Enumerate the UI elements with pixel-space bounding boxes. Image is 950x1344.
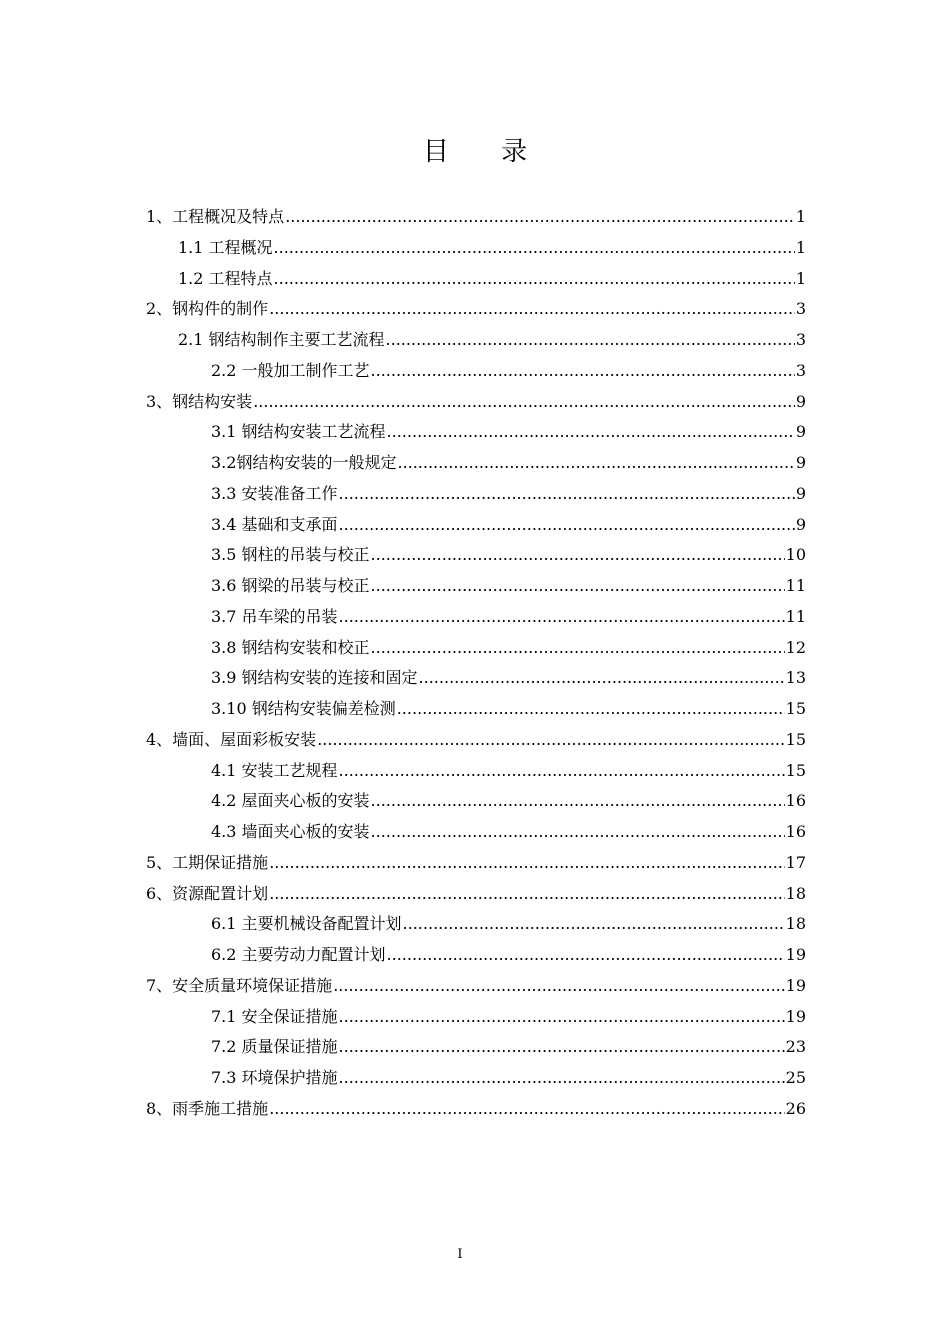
toc-entry-page: 9 bbox=[795, 391, 806, 411]
toc-entry-page: 15 bbox=[785, 729, 806, 749]
toc-entry-page: 9 bbox=[795, 453, 806, 472]
toc-leader-dots bbox=[339, 606, 785, 628]
toc-entry-label: 3.10 钢结构安装偏差检测 bbox=[211, 699, 396, 718]
toc-entry-page: 1 bbox=[795, 268, 806, 288]
toc-leader-dots bbox=[269, 883, 784, 905]
toc-leader-dots bbox=[339, 483, 795, 505]
toc-leader-dots bbox=[371, 790, 785, 812]
toc-entry-page: 18 bbox=[785, 914, 806, 934]
toc-entry-label: 7.2 质量保证措施 bbox=[211, 1037, 338, 1057]
toc-entry[interactable] bbox=[146, 383, 806, 413]
toc-entry-page: 15 bbox=[785, 699, 806, 718]
toc-entry-label: 3.7 吊车梁的吊装 bbox=[211, 606, 338, 626]
toc-entry-label: 6、资源配置计划 bbox=[146, 883, 269, 903]
toc-entry-page: 9 bbox=[795, 514, 806, 534]
toc-entry[interactable] bbox=[211, 567, 806, 597]
toc-entry[interactable] bbox=[146, 1090, 806, 1120]
toc-leader-dots bbox=[371, 575, 785, 597]
toc-entry-page: 17 bbox=[785, 852, 806, 872]
toc-entry-label: 1.2 工程特点 bbox=[178, 268, 273, 288]
toc-entry-label: 6.2 主要劳动力配置计划 bbox=[211, 945, 386, 964]
toc-entry[interactable] bbox=[211, 475, 806, 505]
page-title: 目 录 bbox=[422, 137, 550, 167]
toc-entry[interactable] bbox=[211, 998, 806, 1028]
toc-entry-label: 3.3 安装准备工作 bbox=[211, 483, 338, 503]
toc-entry-page: 12 bbox=[785, 637, 806, 657]
toc-entry-label: 3.5 钢柱的吊装与校正 bbox=[211, 545, 370, 565]
toc-leader-dots bbox=[371, 360, 795, 382]
toc-leader-dots bbox=[339, 760, 785, 782]
toc-leader-dots bbox=[274, 268, 795, 290]
toc-entry-label: 8、雨季施工措施 bbox=[146, 1098, 269, 1118]
toc-entry[interactable] bbox=[178, 260, 806, 290]
toc-entry[interactable] bbox=[211, 598, 806, 628]
toc-leader-dots bbox=[387, 421, 795, 443]
toc-leader-dots bbox=[386, 329, 795, 351]
toc-entry[interactable] bbox=[146, 967, 806, 997]
toc-entry[interactable] bbox=[146, 875, 806, 905]
toc-entry-label: 3.2钢结构安装的一般规定 bbox=[211, 453, 397, 472]
toc-leader-dots bbox=[387, 944, 785, 966]
toc-leader-dots bbox=[403, 913, 785, 935]
toc-entry[interactable] bbox=[211, 413, 806, 443]
toc-leader-dots bbox=[274, 237, 795, 259]
toc-entry-label: 3.9 钢结构安装的连接和固定 bbox=[211, 668, 418, 688]
toc-entry-label: 4.1 安装工艺规程 bbox=[211, 760, 338, 780]
toc-entry[interactable] bbox=[146, 721, 806, 751]
toc-entry-page: 13 bbox=[785, 668, 806, 688]
toc-entry-page: 18 bbox=[785, 883, 806, 903]
toc-entry[interactable] bbox=[178, 229, 806, 259]
toc-entry-page: 1 bbox=[795, 207, 806, 226]
toc-entry-label: 1.1 工程概况 bbox=[178, 237, 273, 257]
toc-entry[interactable] bbox=[211, 1028, 806, 1058]
toc-entry[interactable] bbox=[211, 813, 806, 843]
toc-entry-label: 4.2 屋面夹心板的安装 bbox=[211, 791, 370, 811]
toc-entry-page: 9 bbox=[795, 483, 806, 503]
toc-leader-dots bbox=[269, 1098, 784, 1120]
toc-entry-page: 16 bbox=[785, 822, 806, 841]
toc-leader-dots bbox=[371, 544, 785, 566]
toc-entry-label: 3.6 钢梁的吊装与校正 bbox=[211, 576, 370, 595]
toc-leader-dots bbox=[397, 452, 794, 474]
toc-entry-label: 5、工期保证措施 bbox=[146, 852, 269, 872]
toc-entry-page: 19 bbox=[785, 975, 806, 995]
toc-entry-page: 3 bbox=[795, 360, 806, 380]
toc-entry-label: 6.1 主要机械设备配置计划 bbox=[211, 914, 402, 934]
toc-entry[interactable] bbox=[211, 444, 806, 474]
toc-leader-dots bbox=[339, 1036, 785, 1058]
toc-entry[interactable] bbox=[211, 752, 806, 782]
toc-entry-page: 25 bbox=[785, 1068, 806, 1087]
toc-leader-dots bbox=[253, 391, 795, 413]
toc-entry[interactable] bbox=[211, 1059, 806, 1089]
toc-leader-dots bbox=[339, 1006, 785, 1028]
toc-entry-label: 3.1 钢结构安装工艺流程 bbox=[211, 422, 386, 442]
toc-leader-dots bbox=[333, 975, 784, 997]
toc-entry-page: 19 bbox=[785, 1006, 806, 1026]
toc-leader-dots bbox=[317, 729, 784, 751]
toc-entry-page: 19 bbox=[785, 945, 806, 964]
toc-entry-label: 3、钢结构安装 bbox=[146, 391, 253, 411]
toc-leader-dots bbox=[339, 1067, 785, 1089]
toc-entry-label: 1、工程概况及特点 bbox=[146, 207, 285, 226]
toc-entry-label: 4、墙面、屋面彩板安装 bbox=[146, 729, 317, 749]
toc-entry[interactable] bbox=[178, 321, 806, 351]
toc-entry[interactable] bbox=[211, 629, 806, 659]
toc-leader-dots bbox=[397, 698, 785, 720]
toc-leader-dots bbox=[269, 852, 784, 874]
toc-entry-page: 1 bbox=[795, 237, 806, 257]
toc-entry-page: 11 bbox=[785, 606, 806, 626]
page-number: I bbox=[457, 1247, 463, 1262]
toc-entry[interactable] bbox=[211, 506, 806, 536]
toc-entry[interactable] bbox=[211, 690, 806, 720]
toc-entry[interactable] bbox=[146, 198, 806, 228]
toc-entry[interactable] bbox=[211, 782, 806, 812]
toc-entry[interactable] bbox=[146, 844, 806, 874]
toc-entry-label: 2.1 钢结构制作主要工艺流程 bbox=[178, 330, 385, 349]
toc-leader-dots bbox=[285, 206, 795, 228]
toc-entry-label: 7、安全质量环境保证措施 bbox=[146, 975, 333, 995]
toc-entry-page: 26 bbox=[785, 1098, 806, 1118]
toc-entry-page: 16 bbox=[785, 791, 806, 811]
toc-entry-label: 2.2 一般加工制作工艺 bbox=[211, 360, 370, 380]
toc-leader-dots bbox=[419, 667, 785, 689]
toc-entry-page: 11 bbox=[785, 576, 806, 595]
toc-entry-label: 3.4 基础和支承面 bbox=[211, 514, 338, 534]
toc-entry[interactable] bbox=[211, 352, 806, 382]
toc-entry-page: 3 bbox=[795, 299, 806, 319]
toc-entry-page: 15 bbox=[785, 760, 806, 780]
toc-entry[interactable] bbox=[211, 905, 806, 935]
toc-entry-page: 9 bbox=[795, 422, 806, 442]
toc-leader-dots bbox=[371, 821, 785, 843]
toc-entry-label: 4.3 墙面夹心板的安装 bbox=[211, 822, 370, 841]
toc-entry[interactable] bbox=[211, 659, 806, 689]
toc-leader-dots bbox=[269, 298, 795, 320]
toc-entry-label: 7.1 安全保证措施 bbox=[211, 1006, 338, 1026]
toc-entry-page: 10 bbox=[785, 545, 806, 565]
toc-entry[interactable] bbox=[211, 536, 806, 566]
toc-entry[interactable] bbox=[211, 936, 806, 966]
toc-entry[interactable] bbox=[146, 290, 806, 320]
toc-entry-page: 3 bbox=[795, 330, 806, 349]
toc-entry-label: 3.8 钢结构安装和校正 bbox=[211, 637, 370, 657]
toc-leader-dots bbox=[339, 514, 795, 536]
toc-entry-page: 23 bbox=[785, 1037, 806, 1057]
toc-leader-dots bbox=[371, 637, 785, 659]
toc-entry-label: 7.3 环境保护措施 bbox=[211, 1068, 338, 1087]
toc-entry-label: 2、钢构件的制作 bbox=[146, 299, 269, 319]
